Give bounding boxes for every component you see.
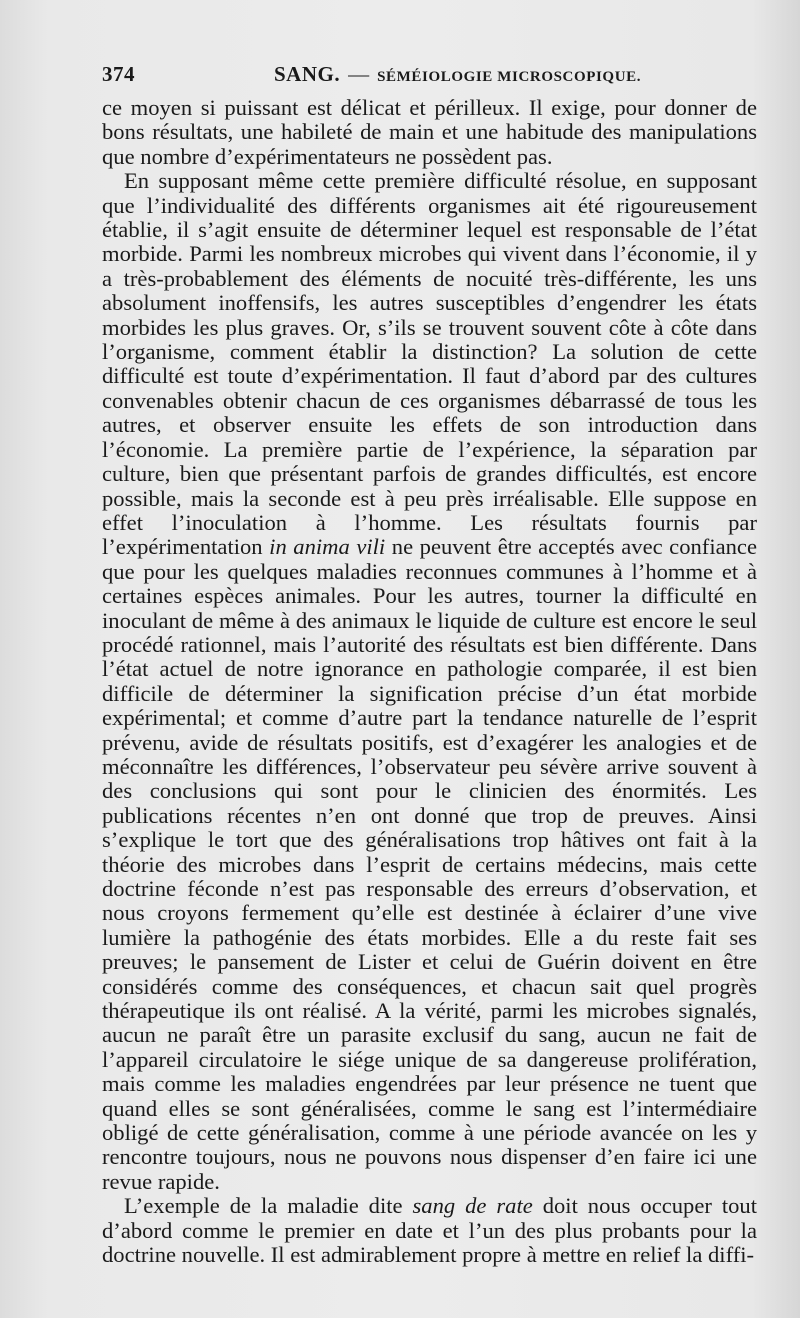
running-subtitle: SÉMÉIOLOGIE MICROSCOPIQUE. xyxy=(377,69,642,85)
paragraph-3 xyxy=(102,1194,757,1267)
page-number: 374 xyxy=(102,62,135,86)
paragraph-2-part-b: ne peuvent être acceptés avec confiance que pour les quelques maladies reconnues communes à l’homme et à certaines espèces animales. Pour les autres, tourner la difficulté en inoculant de même à des animaux le liquide de culture est encore le seul procédé rationnel, mais l’autorité des résultats est bien différente. Dans l’état actuel de notre ignorance en pathologie comparée, il est bien difficile de déterminer la signification précise d’un état morbide expérimental; et comme d’autre part la tendance naturelle de l’esprit prévenu, avide de résultats positifs, est d’exagérer les analogies et de méconnaître les différences, l’observateur peu sévère arrive souvent à des conclusions qui sont pour le clinicien des énormités. Les publications récentes n’en ont donné que trop de preuves. Ainsi s’explique le tort que des généralisations trop hâtives ont fait à la théorie des microbes dans l’esprit de certains médecins, mais cette doctrine féconde n’est pas responsable des erreurs d’observation, et nous croyons fermement qu’elle est destinée à éclairer d’une vive lumière la pathogénie des états morbides. Elle a du reste fait ses preuves; le pansement de Lister et celui de Guérin doivent en être considérés comme des conséquences, et chacun sait quel progrès thérapeutique ils ont réalisé. A la vérité, parmi les microbes signalés, aucun ne paraît être un parasite exclusif du sang, aucun ne fait de l’appareil circulatoire le siége unique de sa dangereuse prolifération, mais comme les maladies engendrées par leur présence ne tuent que quand elles se sont généralisées, comme le sang est l’intermédiaire obligé de cette généralisation, comme à une période avancée on les y rencontre toujours, nous ne pouvons nous dispenser d’en faire ici une revue rapide. xyxy=(102,534,757,1194)
paragraph-3-part-b: doit nous occuper tout d’abord comme le premier en date et l’un des plus probants pour la doctrine nouvelle. Il est admirablement propre à mettre en relief la diffi- xyxy=(102,1193,757,1268)
latin-phrase: in anima vili xyxy=(269,534,386,560)
body-text xyxy=(102,96,757,1268)
paragraph-2-part-a: En supposant même cette première difficulté résolue, en supposant que l’individualité des différents organismes ait été rigoureusement établie, il s’agit ensuite de déterminer lequel est responsable de l’état morbide. Parmi les nombreux microbes qui vivent dans l’économie, il y a très-probablement des éléments de nocuité très-différente, les uns absolument inoffensifs, les autres susceptibles d’engendrer les états morbides les plus graves. Or, s’ils se trouvent souvent côte à côte dans l’organisme, comment établir la distinction? La solution de cette difficulté est toute d’expérimentation. Il faut d’abord par des cultures convenables obtenir chacun de ces organismes débarrassé de tous les autres, et observer ensuite les effets de son introduction dans l’économie. La première partie de l’expérience, la séparation par culture, bien que présentant parfois de grandes difficultés, est encore possible, mais la seconde est à peu près irréalisable. Elle suppose en effet l’inoculation à l’homme. Les résultats fournis par l’expérimentation xyxy=(102,168,757,560)
paragraph-2 xyxy=(102,169,757,1194)
page-header xyxy=(102,58,762,90)
paragraph-3-part-a: L’exemple de la maladie dite xyxy=(124,1193,403,1219)
disease-name: sang de rate xyxy=(412,1193,533,1219)
paragraph-1: ce moyen si puissant est délicat et périlleux. Il exige, pour donner de bons résultats, une habileté de main et une habitude des manipulations que nombre d’expérimentateurs ne possèdent pas. xyxy=(102,95,757,169)
running-head xyxy=(274,58,641,93)
running-title: SANG. xyxy=(274,62,341,86)
running-head-separator: — xyxy=(348,62,370,86)
